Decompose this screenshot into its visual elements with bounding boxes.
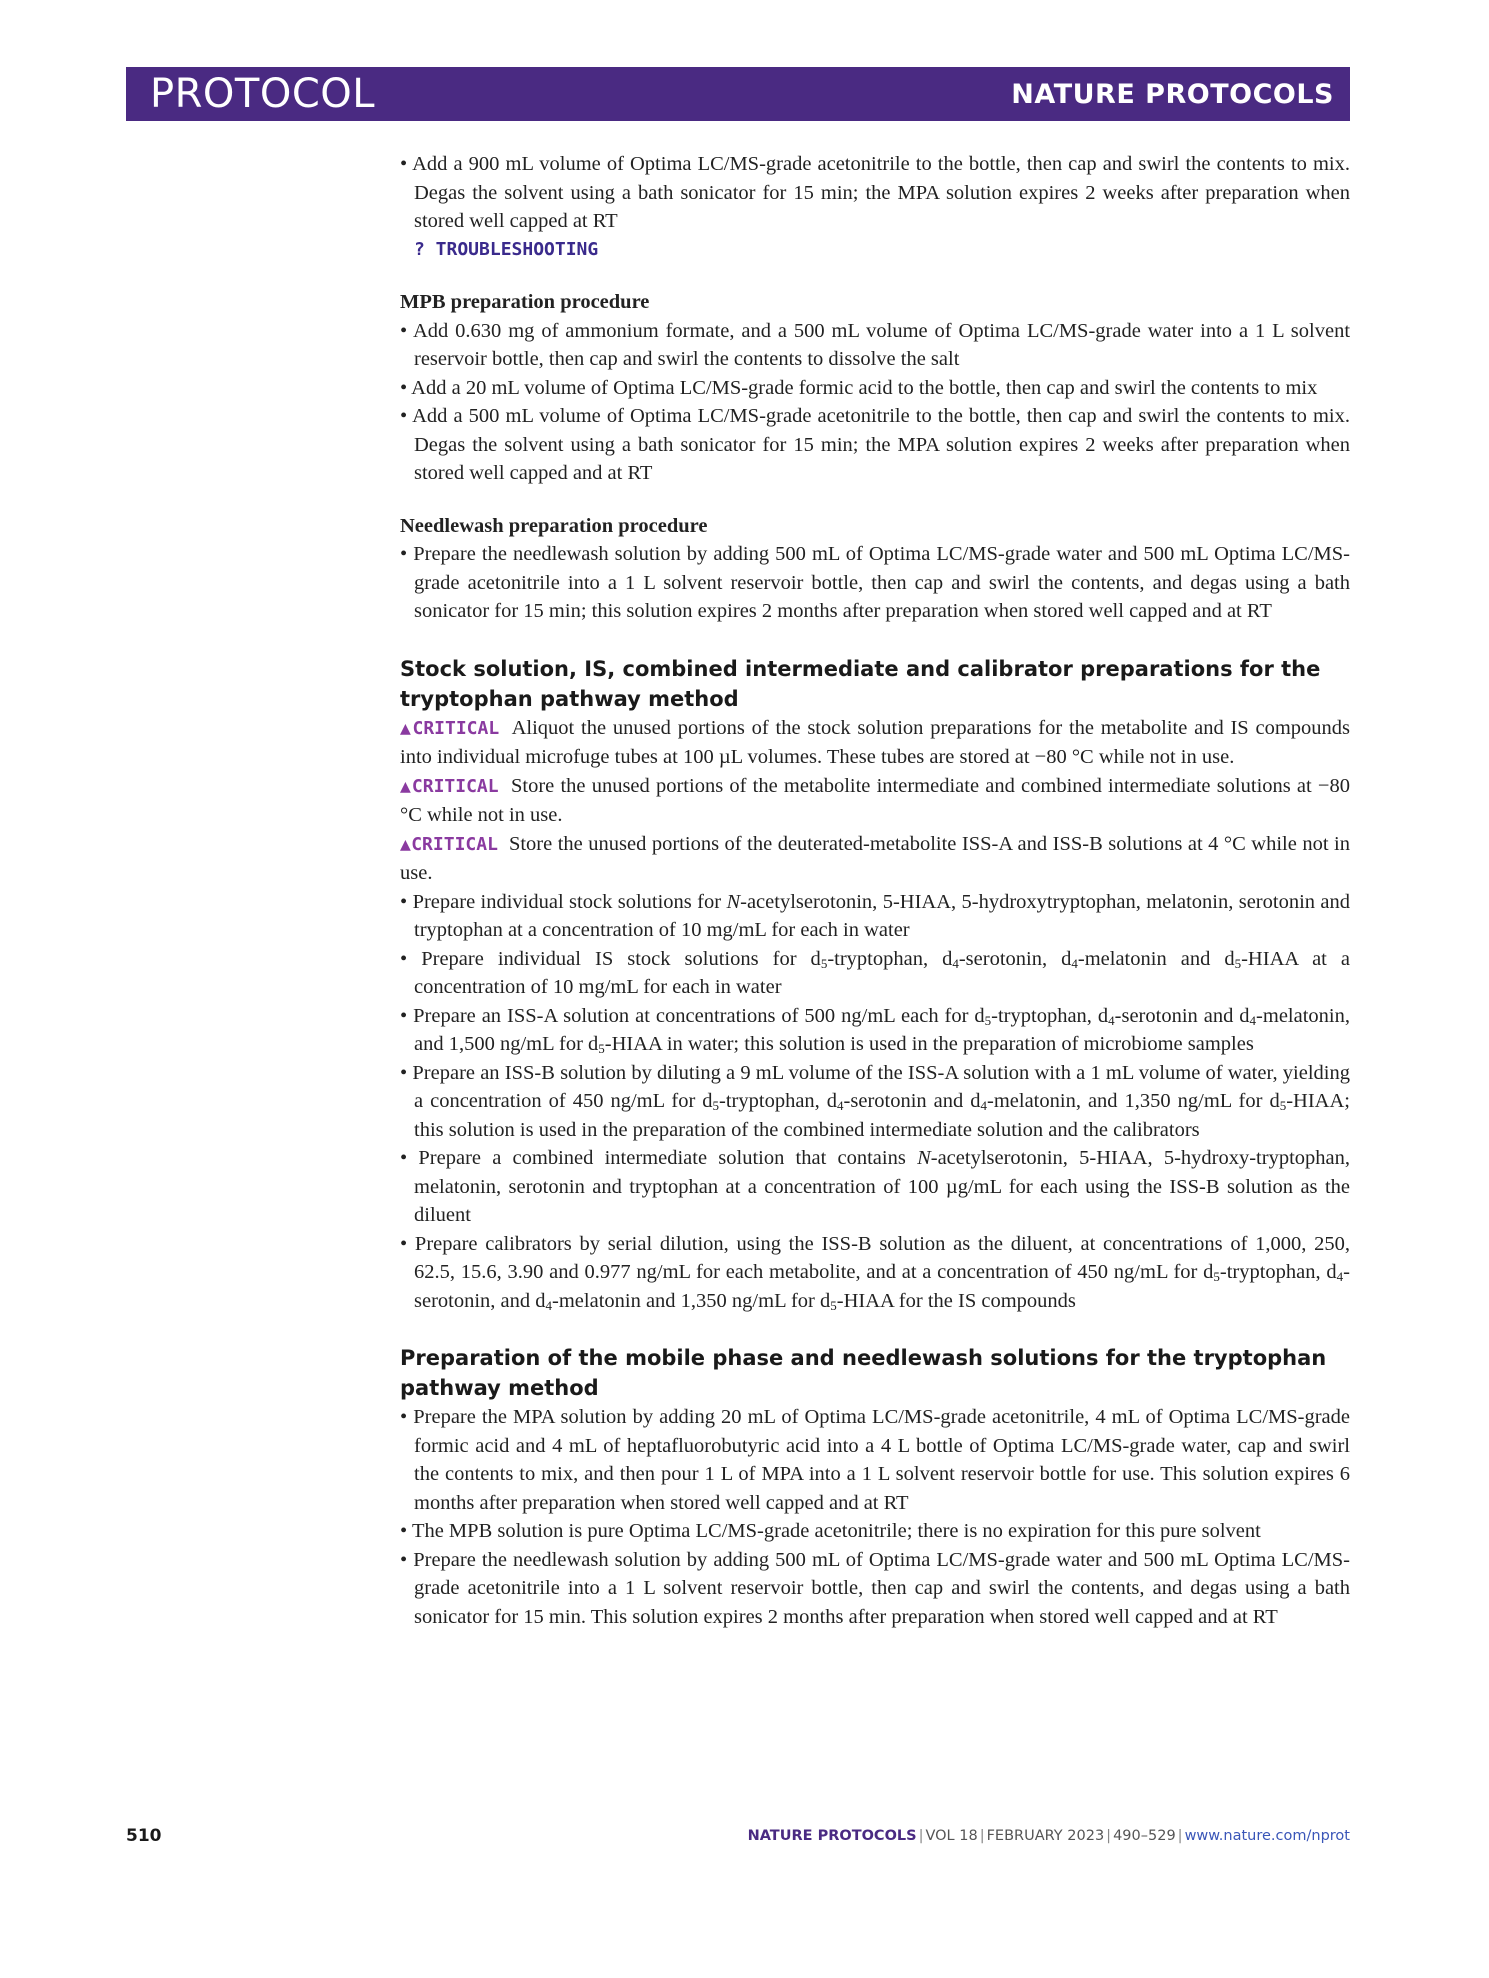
critical-note: ▲CRITICAL Store the unused portions of the deuterated-metabolite ISS-A and ISS-B solutions at 4 °C while not in use.	[400, 832, 1350, 884]
section-heading-mobile-phase: Preparation of the mobile phase and needlewash solutions for the tryptophan pathway method	[400, 1346, 1327, 1400]
critical-label: ▲CRITICAL	[400, 833, 498, 855]
list-item: • The MPB solution is pure Optima LC/MS-grade acetonitrile; there is no expiration for this pure solvent	[400, 1520, 1261, 1542]
list-item: • Add a 900 mL volume of Optima LC/MS-grade acetonitrile to the bottle, then cap and swirl the contents to mix. Degas the solvent using a bath sonicator for 15 min; the MPA solution expires 2 weeks after preparation when stored well capped at RT	[400, 153, 1351, 232]
section-heading-stock: Stock solution, IS, combined intermediate and calibrator preparations for the tryptophan pathway method	[400, 656, 1321, 711]
footer-journal: NATURE PROTOCOLS	[747, 1828, 917, 1844]
list-item: • Prepare individual IS stock solutions for $d_5$-tryptophan, $d_4$-serotonin, $d_4$-melatonin and $d_5$-HIAA at a concentration of 10 mg/mL for each in water	[400, 947, 1350, 998]
footer-url-link[interactable]: www.nature.com/nprot	[1184, 1828, 1350, 1844]
article-type-label: PROTOCOL	[150, 71, 376, 117]
list-item: • Add a 500 mL volume of Optima LC/MS-grade acetonitrile to the bottle, then cap and swirl the contents to mix. Degas the solvent using a bath sonicator for 15 min; the MPA solution expires 2 weeks after preparation when stored well capped and at RT	[400, 405, 1351, 484]
critical-note: ▲CRITICAL Store the unused portions of the metabolite intermediate and combined intermediate solutions at −80 °C while not in use.	[400, 774, 1350, 826]
critical-label: ▲CRITICAL	[400, 775, 499, 797]
footer-volume: VOL 18	[925, 1828, 978, 1844]
main-content	[400, 150, 1350, 1631]
list-item: • Add 0.630 mg of ammonium formate, and a 500 mL volume of Optima LC/MS-grade water into a 1 L solvent reservoir bottle, then cap and swirl the contents to dissolve the salt	[400, 319, 1351, 370]
mpb-heading: MPB preparation procedure	[400, 291, 650, 313]
footer-pages: 490–529	[1113, 1828, 1176, 1844]
list-item: • Prepare an ISS-B solution by diluting a 9 mL volume of the ISS-A solution with a 1 mL volume of water, yielding a concentration of 450 ng/mL for $d_5$-tryptophan, $d_4$-serotonin and $d_4$-melatonin, and 1,350 ng/mL for $d_5$-HIAA; this solution is used in the preparation of the combined intermediate solution and the calibrators	[400, 1061, 1350, 1141]
footer-date: FEBRUARY 2023	[986, 1828, 1105, 1844]
needlewash-heading: Needlewash preparation procedure	[400, 514, 708, 537]
journal-name-header: NATURE PROTOCOLS	[1011, 79, 1334, 110]
list-item: • Prepare a combined intermediate solution that contains N-acetylserotonin, 5-HIAA, 5-hydroxy-tryptophan, melatonin, serotonin and tryptophan at a concentration of 100 µg/mL for each using the ISS-B solution as the diluent	[400, 1147, 1350, 1226]
page-number: 510	[126, 1826, 162, 1846]
list-item: • Prepare individual stock solutions for N-acetylserotonin, 5-HIAA, 5-hydroxytryptophan, melatonin, serotonin and tryptophan at a concentration of 10 mg/mL for each in water	[400, 890, 1351, 941]
list-item: • Prepare calibrators by serial dilution, using the ISS-B solution as the diluent, at concentrations of 1,000, 250, 62.5, 15.6, 3.90 and 0.977 ng/mL for each metabolite, and at a concentration of 450 ng/mL for $d_5$-tryptophan, $d_4$-serotonin, and $d_4$-melatonin and 1,350 ng/mL for $d_5$-HIAA for the IS compounds	[400, 1232, 1350, 1313]
list-item: • Prepare the needlewash solution by adding 500 mL of Optima LC/MS-grade water and 500 mL Optima LC/MS-grade acetonitrile into a 1 L solvent reservoir bottle, then cap and swirl the contents, and degas using a bath sonicator for 15 min; this solution expires 2 months after preparation when stored well capped and at RT	[400, 543, 1350, 622]
list-item: • Prepare an ISS-A solution at concentrations of 500 ng/mL each for $d_5$-tryptophan, $d_4$-serotonin and $d_4$-melatonin, and 1,500 ng/mL for $d_5$-HIAA in water; this solution is used in the preparation of microbiome samples	[400, 1004, 1350, 1056]
list-item: • Prepare the MPA solution by adding 20 mL of Optima LC/MS-grade acetonitrile, 4 mL of Optima LC/MS-grade formic acid and 4 mL of heptafluorobutyric acid into a 4 L bottle of Optima LC/MS-grade water, cap and swirl the contents to mix, and then pour 1 L of MPA into a 1 L solvent reservoir bottle for use. This solution expires 6 months after preparation when stored well capped and at RT	[400, 1406, 1350, 1514]
list-item: • Prepare the needlewash solution by adding 500 mL of Optima LC/MS-grade water and 500 mL Optima LC/MS-grade acetonitrile into a 1 L solvent reservoir bottle, then cap and swirl the contents, and degas using a bath sonicator for 15 min. This solution expires 2 months after preparation when stored well capped and at RT	[400, 1548, 1350, 1628]
list-item: • Add a 20 mL volume of Optima LC/MS-grade formic acid to the bottle, then cap and swirl the contents to mix	[400, 376, 1318, 399]
footer-citation: NATURE PROTOCOLS | VOL 18 | FEBRUARY 2023 | 490–529 | www.nature.com/nprot	[747, 1828, 1350, 1844]
troubleshooting-link[interactable]: ? TROUBLESHOOTING	[414, 238, 599, 260]
header-bar	[126, 67, 1350, 121]
critical-note: ▲CRITICAL Aliquot the unused portions of the stock solution preparations for the metabolite and IS compounds into individual microfuge tubes at 100 µL volumes. These tubes are stored at −80 °C while not in use.	[400, 716, 1350, 768]
critical-label: ▲CRITICAL	[400, 717, 500, 739]
